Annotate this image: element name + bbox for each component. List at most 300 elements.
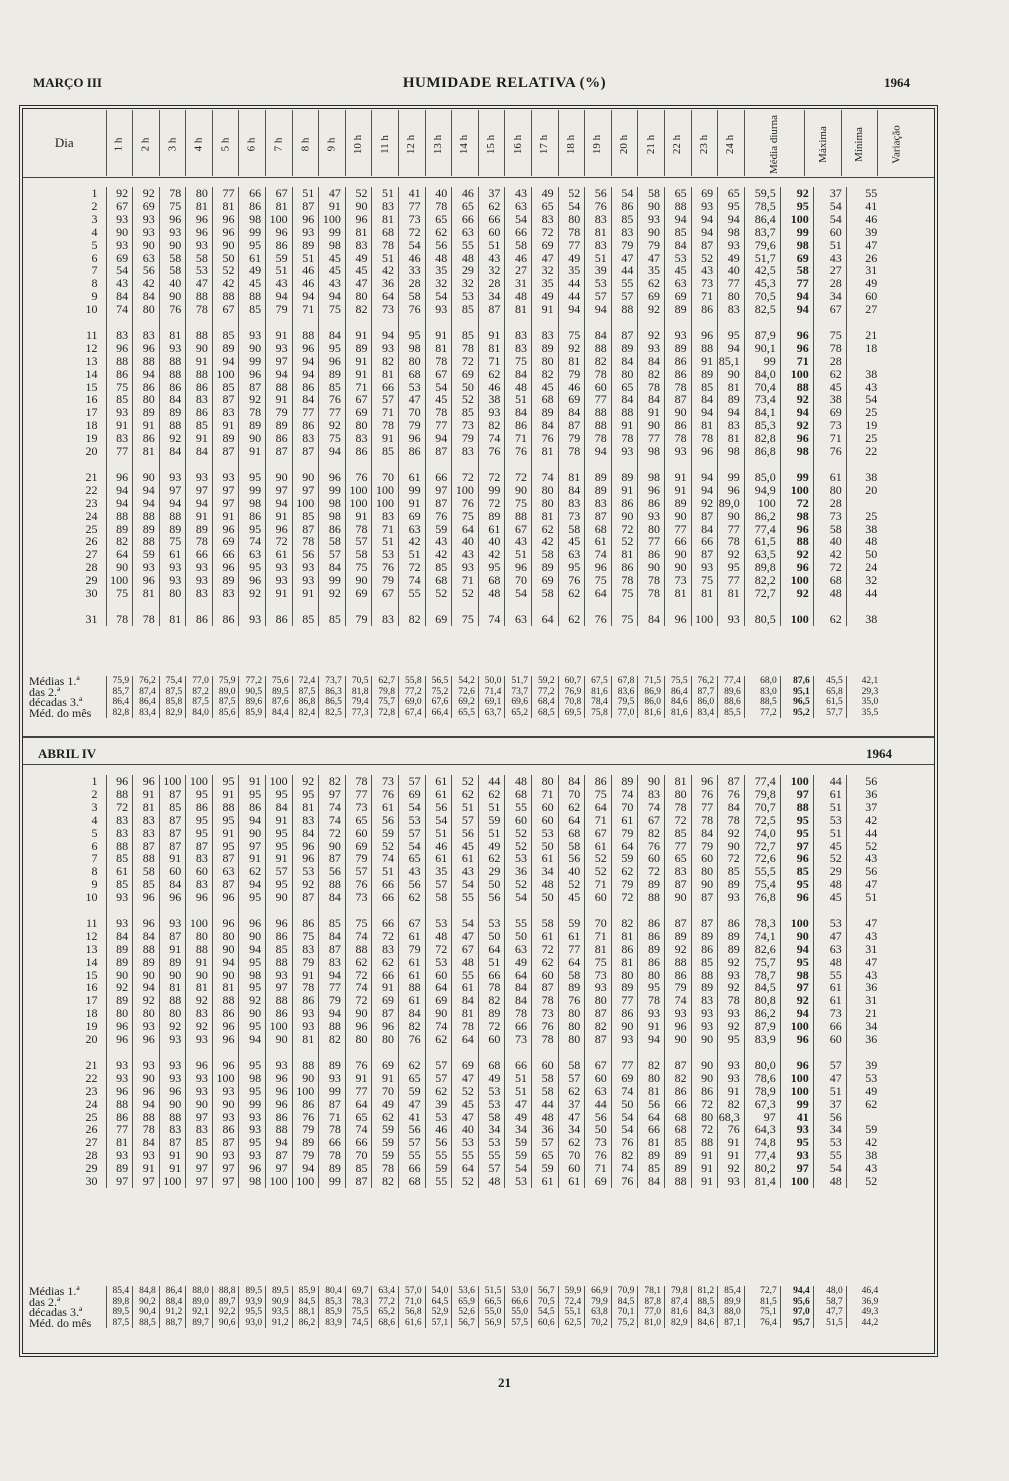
value-cell: 66 [813, 1020, 846, 1033]
value-cell: 86 [664, 355, 691, 368]
value-cell: 85 [718, 865, 745, 878]
mean-cell: 75,9 [212, 676, 239, 687]
value-cell: 45 [813, 891, 846, 904]
value-cell: 94 [718, 213, 745, 226]
value-cell: 88 [585, 406, 612, 419]
value-cell: 52 [452, 1085, 479, 1098]
value-cell: 48 [478, 587, 505, 600]
mean-cell: 87,4 [664, 1297, 691, 1308]
value-cell: 93 [452, 561, 479, 574]
mean-cell: 92,2 [212, 1307, 239, 1318]
value-cell: 74 [319, 801, 346, 814]
value-cell: 59 [478, 814, 505, 827]
value-cell: 87 [159, 788, 186, 801]
value-cell: 84 [266, 801, 293, 814]
value-cell: 48 [478, 1175, 505, 1188]
mean-cell: 86,0 [691, 697, 718, 708]
value-cell: 81 [292, 1033, 319, 1046]
value-cell: 77 [345, 788, 372, 801]
value-cell: 84 [133, 290, 160, 303]
value-cell: 48 [425, 930, 452, 943]
value-cell: 31 [505, 277, 532, 290]
value-cell: 83 [292, 814, 319, 827]
value-cell: 80,8 [744, 994, 780, 1007]
value-cell: 86 [186, 406, 213, 419]
value-cell: 60 [532, 1059, 559, 1072]
mean-cell: 67,6 [425, 697, 452, 708]
value-cell: 98 [399, 342, 426, 355]
value-cell: 70,4 [744, 381, 780, 394]
value-cell: 48 [505, 290, 532, 303]
value-cell: 45 [813, 840, 846, 853]
value-cell: 96 [691, 445, 718, 458]
value-cell: 78 [319, 1123, 346, 1136]
value-cell: 89 [611, 471, 638, 484]
value-cell: 79 [292, 1149, 319, 1162]
value-cell: 78 [585, 368, 612, 381]
value-cell: 94 [239, 1033, 266, 1046]
value-cell: 91 [718, 1136, 745, 1149]
value-cell: 51 [266, 264, 293, 277]
table-row [23, 290, 881, 303]
value-cell: 72,5 [744, 814, 780, 827]
value-cell: 96 [780, 891, 813, 904]
value-cell: 78 [478, 981, 505, 994]
value-cell: 72 [611, 523, 638, 536]
value-cell: 31 [846, 264, 881, 277]
value-cell: 35 [638, 264, 665, 277]
value-cell: 89 [106, 994, 133, 1007]
value-cell: 47 [452, 1111, 479, 1124]
value-cell: 94 [319, 1007, 346, 1020]
value-cell: 43 [399, 865, 426, 878]
value-cell: 65 [532, 1149, 559, 1162]
value-cell: 72 [638, 865, 665, 878]
value-cell: 97 [266, 981, 293, 994]
mean-cell: 58,7 [813, 1297, 846, 1308]
value-cell: 87 [212, 1136, 239, 1149]
value-cell: 94 [266, 497, 293, 510]
mean-cell: 67,4 [399, 708, 426, 719]
value-cell: 62 [558, 801, 585, 814]
value-cell: 77 [718, 523, 745, 536]
mean-cell: 57,5 [505, 1318, 532, 1329]
value-cell: 97 [292, 484, 319, 497]
value-cell: 92 [186, 1020, 213, 1033]
mean-cell: 51,5 [813, 1318, 846, 1329]
value-cell: 61 [425, 788, 452, 801]
value-cell: 89 [664, 930, 691, 943]
day-cell: 25 [85, 522, 98, 536]
value-cell: 66 [372, 381, 399, 394]
value-cell: 43 [691, 264, 718, 277]
value-cell: 77 [558, 943, 585, 956]
value-cell: 90 [212, 943, 239, 956]
table-row [23, 917, 881, 930]
value-cell: 76,8 [744, 891, 780, 904]
value-cell: 89 [611, 775, 638, 788]
value-cell: 80 [159, 1007, 186, 1020]
value-cell: 62 [558, 1136, 585, 1149]
value-cell: 83 [186, 852, 213, 865]
value-cell: 47 [846, 239, 881, 252]
value-cell: 90 [638, 226, 665, 239]
value-cell: 57 [266, 865, 293, 878]
value-cell: 83 [372, 613, 399, 626]
page-title: HUMIDADE RELATIVA (%) [402, 75, 607, 91]
value-cell: 47 [399, 393, 426, 406]
value-cell: 78 [691, 814, 718, 827]
value-cell: 48 [425, 252, 452, 265]
value-cell: 85 [425, 561, 452, 574]
value-cell: 76 [345, 471, 372, 484]
value-cell: 52 [212, 264, 239, 277]
value-cell: 93 [638, 213, 665, 226]
value-cell: 100 [159, 1175, 186, 1188]
value-cell: 60 [638, 852, 665, 865]
means-label-text: Méd. do mês [29, 707, 92, 718]
value-cell: 92 [239, 587, 266, 600]
mean-cell: 77,3 [345, 708, 372, 719]
value-cell: 72 [345, 969, 372, 982]
value-cell: 88 [186, 329, 213, 342]
value-cell: 86 [505, 419, 532, 432]
value-cell: 100 [186, 775, 213, 788]
value-cell: 62 [372, 956, 399, 969]
value-cell: 78 [186, 303, 213, 316]
value-cell: 82 [532, 368, 559, 381]
value-cell: 85 [664, 827, 691, 840]
value-cell: 93 [186, 239, 213, 252]
value-cell: 80 [372, 1033, 399, 1046]
value-cell: 87,9 [744, 329, 780, 342]
mean-cell: 65,2 [505, 708, 532, 719]
value-cell: 96 [212, 1059, 239, 1072]
table-row [23, 994, 881, 1007]
value-cell: 60 [425, 969, 452, 982]
value-cell: 57 [425, 1059, 452, 1072]
value-cell: 86 [292, 419, 319, 432]
decade-label: 2.ª [48, 686, 61, 697]
value-cell: 46 [292, 277, 319, 290]
value-cell: 83 [585, 213, 612, 226]
value-cell: 92 [106, 981, 133, 994]
value-cell: 44 [558, 277, 585, 290]
mean-cell: 57,1 [425, 1318, 452, 1329]
value-cell: 86 [212, 1123, 239, 1136]
value-cell: 58 [478, 1111, 505, 1124]
value-cell: 52 [611, 535, 638, 548]
value-cell: 97 [780, 788, 813, 801]
value-cell: 89 [664, 497, 691, 510]
value-cell: 62 [452, 788, 479, 801]
value-cell: 62 [425, 1085, 452, 1098]
value-cell: 91 [159, 943, 186, 956]
value-cell: 65 [611, 381, 638, 394]
value-cell: 96 [780, 523, 813, 536]
value-cell: 43 [425, 535, 452, 548]
value-cell: 88 [691, 969, 718, 982]
value-cell: 37 [813, 187, 846, 200]
value-cell: 59 [505, 1136, 532, 1149]
value-cell: 90 [664, 891, 691, 904]
value-cell: 84 [186, 445, 213, 458]
means-label [23, 697, 106, 708]
value-cell: 88 [266, 381, 293, 394]
value-cell: 36 [846, 1033, 881, 1046]
value-cell: 51 [372, 187, 399, 200]
value-cell: 88 [106, 1098, 133, 1111]
value-cell: 93 [159, 574, 186, 587]
value-cell: 77 [292, 406, 319, 419]
day-cell: 7 [91, 852, 98, 866]
value-cell: 62 [813, 613, 846, 626]
mean-cell: 87,5 [106, 1318, 133, 1329]
value-cell: 45 [452, 840, 479, 853]
value-cell: 74,0 [744, 827, 780, 840]
value-cell: 93 [106, 1072, 133, 1085]
mean-cell: 72,8 [372, 708, 399, 719]
value-cell: 63 [212, 865, 239, 878]
mean-cell: 66,4 [425, 708, 452, 719]
value-cell: 50 [846, 548, 881, 561]
value-cell: 88 [106, 788, 133, 801]
value-cell: 90 [212, 969, 239, 982]
value-cell: 87 [212, 445, 239, 458]
value-cell: 79 [611, 878, 638, 891]
mean-cell: 96,5 [780, 697, 813, 708]
value-cell: 90 [319, 840, 346, 853]
value-cell: 24 [846, 561, 881, 574]
value-cell: 94 [106, 497, 133, 510]
col-header [558, 110, 585, 176]
value-cell: 94 [133, 1098, 160, 1111]
value-cell: 57 [425, 1072, 452, 1085]
value-cell: 48 [813, 587, 846, 600]
value-cell: 39 [585, 264, 612, 277]
mean-cell: 69,6 [505, 697, 532, 708]
col-header-label: 10 h [352, 134, 365, 155]
value-cell: 57 [425, 878, 452, 891]
day-cell: 30 [85, 1175, 98, 1188]
value-cell: 86 [345, 445, 372, 458]
value-cell: 88 [266, 994, 293, 1007]
mean-cell: 82,9 [159, 708, 186, 719]
value-cell: 89 [611, 981, 638, 994]
col-header-label: 16 h [511, 134, 524, 155]
value-cell: 35 [425, 865, 452, 878]
value-cell: 93 [319, 1072, 346, 1085]
value-cell: 84,5 [744, 981, 780, 994]
col-header-label: 2 h [139, 137, 152, 152]
value-cell: 98 [239, 497, 266, 510]
value-cell: 99 [239, 355, 266, 368]
value-cell: 91 [691, 1149, 718, 1162]
mean-cell: 89,0 [186, 1297, 213, 1308]
value-cell: 52 [691, 252, 718, 265]
value-cell: 82 [585, 355, 612, 368]
value-cell: 78 [532, 994, 559, 1007]
means-label [23, 676, 106, 687]
col-header [664, 110, 691, 176]
value-cell: 49 [505, 956, 532, 969]
value-cell: 80 [532, 775, 559, 788]
value-cell: 41 [399, 1111, 426, 1124]
value-cell: 52 [558, 878, 585, 891]
value-cell: 73 [558, 510, 585, 523]
value-cell: 91 [266, 814, 293, 827]
value-cell: 90 [664, 1033, 691, 1046]
means-label-text: décadas [29, 697, 67, 708]
value-cell: 68 [532, 393, 559, 406]
value-cell: 91 [691, 1175, 718, 1188]
value-cell: 53 [585, 277, 612, 290]
value-cell: 90 [133, 471, 160, 484]
mean-cell: 66,9 [585, 1286, 612, 1297]
mean-cell: 63,7 [478, 708, 505, 719]
value-cell: 67 [266, 187, 293, 200]
value-cell: 89 [292, 239, 319, 252]
value-cell: 82 [611, 917, 638, 930]
table-row [23, 956, 881, 969]
value-cell: 47 [186, 277, 213, 290]
value-cell: 83 [505, 342, 532, 355]
value-cell: 88 [186, 290, 213, 303]
table-row [23, 814, 881, 827]
value-cell: 59 [505, 1149, 532, 1162]
value-cell: 73 [585, 1136, 612, 1149]
value-cell: 54 [505, 1162, 532, 1175]
value-cell: 95 [266, 840, 293, 853]
mean-cell: 75,8 [585, 708, 612, 719]
day-cell: 4 [91, 225, 98, 239]
value-cell: 46 [425, 840, 452, 853]
value-cell: 90 [664, 510, 691, 523]
value-cell: 81 [159, 981, 186, 994]
value-cell: 48 [813, 878, 846, 891]
mean-cell: 81,6 [664, 708, 691, 719]
value-cell: 58 [133, 865, 160, 878]
mean-cell: 50,0 [478, 676, 505, 687]
value-cell: 90 [186, 969, 213, 982]
value-cell: 91 [345, 355, 372, 368]
value-cell: 86 [133, 381, 160, 394]
value-cell: 94 [319, 445, 346, 458]
value-cell: 91 [159, 1162, 186, 1175]
value-cell: 82 [638, 368, 665, 381]
value-cell: 76 [425, 510, 452, 523]
day-cell: 1 [91, 775, 98, 788]
value-cell: 53 [399, 814, 426, 827]
value-cell: 94 [691, 406, 718, 419]
value-cell: 88 [780, 535, 813, 548]
value-cell: 92 [780, 187, 813, 200]
value-cell: 49 [558, 252, 585, 265]
value-cell: 91 [611, 419, 638, 432]
value-cell: 95 [212, 840, 239, 853]
value-cell: 52 [452, 393, 479, 406]
value-cell: 31 [846, 943, 881, 956]
value-cell: 81 [478, 342, 505, 355]
table-row [23, 510, 881, 523]
value-cell: 52 [452, 587, 479, 600]
value-cell: 89 [478, 510, 505, 523]
value-cell: 86 [638, 548, 665, 561]
value-cell: 78 [638, 994, 665, 1007]
value-cell: 87 [133, 840, 160, 853]
value-cell: 83 [106, 827, 133, 840]
value-cell: 87 [159, 930, 186, 943]
value-cell: 90 [186, 342, 213, 355]
mean-cell: 90,5 [239, 687, 266, 698]
value-cell: 60 [532, 801, 559, 814]
value-cell: 68 [399, 368, 426, 381]
table-row [23, 587, 881, 600]
mean-cell: 53,0 [505, 1286, 532, 1297]
value-cell: 85 [452, 406, 479, 419]
value-cell: 60 [813, 1033, 846, 1046]
mean-cell: 79,4 [345, 697, 372, 708]
value-cell: 94 [691, 471, 718, 484]
value-cell: 72 [345, 994, 372, 1007]
value-cell: 66 [478, 969, 505, 982]
value-cell: 93 [292, 1007, 319, 1020]
value-cell: 80 [638, 523, 665, 536]
value-cell: 86 [212, 1007, 239, 1020]
value-cell: 45,3 [744, 277, 780, 290]
value-cell: 83 [106, 814, 133, 827]
day-cell: 25 [85, 1110, 98, 1124]
table-row [23, 1123, 881, 1136]
value-cell: 60 [532, 814, 559, 827]
value-cell: 54 [452, 917, 479, 930]
value-cell [846, 497, 881, 510]
value-cell: 89 [345, 342, 372, 355]
value-cell: 90 [718, 368, 745, 381]
mean-cell: 89,9 [718, 1297, 745, 1308]
value-cell: 74 [345, 981, 372, 994]
value-cell: 53 [372, 548, 399, 561]
value-cell: 90 [239, 1007, 266, 1020]
mean-cell: 70,1 [611, 1307, 638, 1318]
april-year: 1964 [866, 746, 892, 761]
value-cell: 54 [106, 264, 133, 277]
day-cell: 16 [85, 393, 98, 407]
value-cell: 77 [638, 535, 665, 548]
value-cell: 55 [399, 1149, 426, 1162]
value-cell: 66 [372, 891, 399, 904]
value-cell: 94 [133, 981, 160, 994]
value-cell: 91 [372, 432, 399, 445]
value-cell: 71 [345, 381, 372, 394]
value-cell: 62 [558, 613, 585, 626]
value-cell: 94 [691, 213, 718, 226]
value-cell: 51 [505, 393, 532, 406]
value-cell: 77 [585, 393, 612, 406]
value-cell: 63 [505, 613, 532, 626]
value-cell: 50 [532, 891, 559, 904]
value-cell: 93 [718, 891, 745, 904]
value-cell: 94 [186, 497, 213, 510]
means-label-text: Médias [29, 1286, 65, 1297]
value-cell: 56 [425, 239, 452, 252]
value-cell: 96 [399, 432, 426, 445]
value-cell: 32 [532, 264, 559, 277]
value-cell: 63 [239, 548, 266, 561]
day-cell: 13 [85, 354, 98, 368]
value-cell: 64,3 [744, 1123, 780, 1136]
value-cell: 83 [106, 329, 133, 342]
